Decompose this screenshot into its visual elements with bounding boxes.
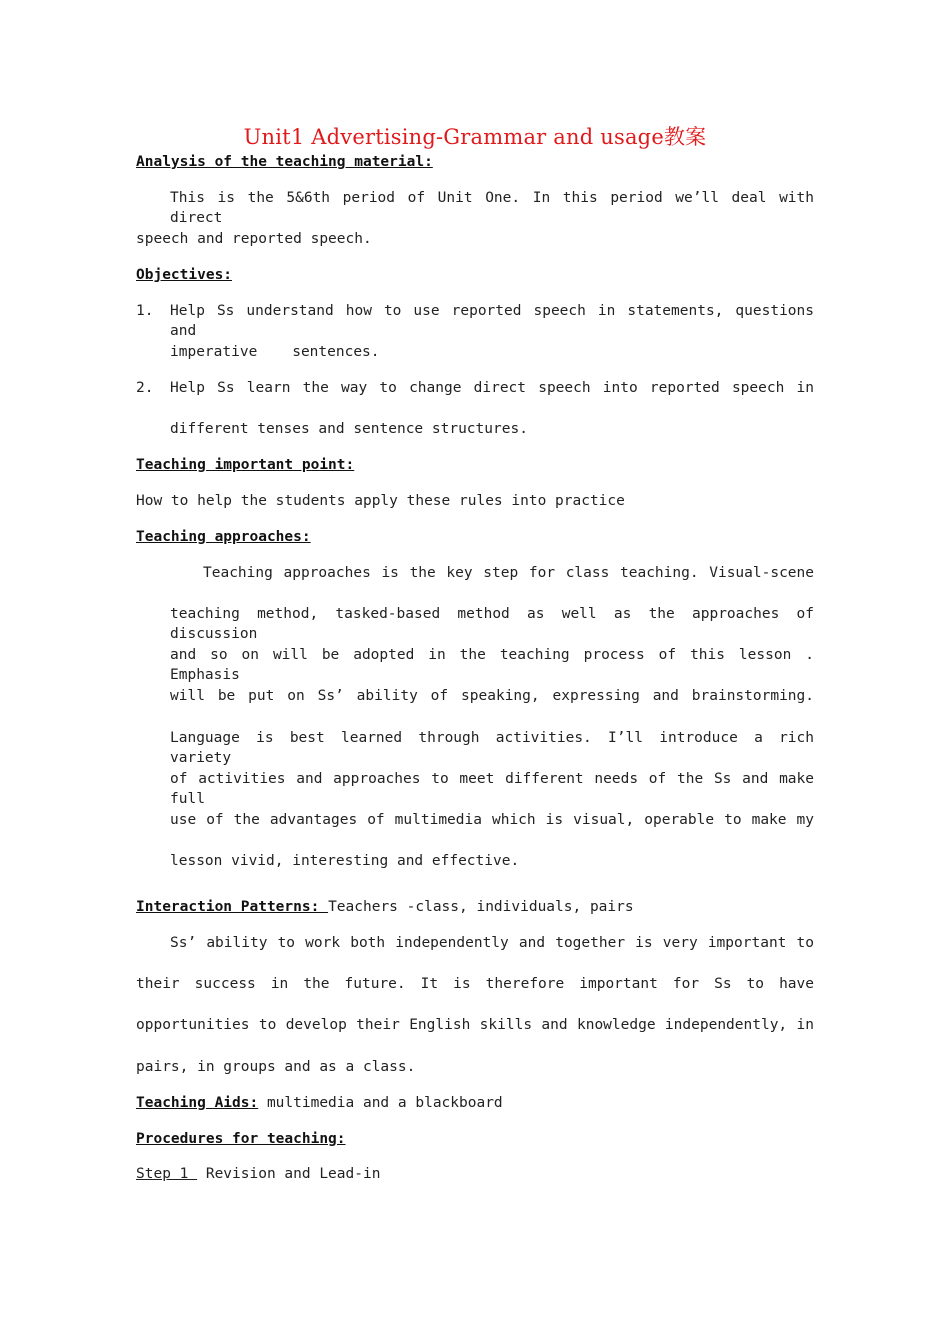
aids-row — [136, 1093, 503, 1113]
objective-1-line-2: imperative sentences. — [170, 344, 380, 360]
approaches-line-2: teaching method, tasked-based method as well as the approaches of discussion — [170, 606, 814, 642]
step-text: Revision and Lead-in — [197, 1166, 381, 1182]
objective-2-number: 2. — [136, 380, 154, 396]
objective-1-number: 1. — [136, 303, 154, 319]
interaction-line-2: their success in the future. It is therefore important for Ss to have — [136, 976, 814, 992]
approaches-line-1: Teaching approaches is the key step for class teaching. Visual-scene — [203, 565, 814, 581]
analysis-line-1: This is the 5&6th period of Unit One. In this period we’ll deal with direct — [170, 190, 814, 226]
approaches-line-8: lesson vivid, interesting and effective. — [170, 853, 520, 869]
analysis-heading: Analysis of the teaching material: — [136, 154, 433, 170]
interaction-line-3: opportunities to develop their English skills and knowledge independently, in — [136, 1017, 814, 1033]
approaches-line-6: of activities and approaches to meet different needs of the Ss and make full — [170, 771, 814, 807]
approaches-line-4: will be put on Ss’ ability of speaking, expressing and brainstorming. — [170, 688, 814, 704]
interaction-heading: Interaction Patterns: — [136, 899, 329, 915]
aids-heading: Teaching Aids: — [136, 1095, 259, 1111]
interaction-line-1: Ss’ ability to work both independently and together is very important to — [170, 935, 814, 951]
objective-2-line-1: Help Ss learn the way to change direct speech into reported speech in — [170, 380, 814, 396]
interaction-line-4: pairs, in groups and as a class. — [136, 1059, 416, 1075]
approaches-line-5: Language is best learned through activities. I’ll introduce a rich variety — [170, 730, 814, 766]
objectives-heading: Objectives: — [136, 267, 233, 283]
step-label: Step 1 — [136, 1166, 198, 1182]
aids-value: multimedia and a blackboard — [258, 1095, 503, 1111]
objective-1-line-1: Help Ss understand how to use reported speech in statements, questions and — [170, 303, 814, 339]
important-point-text: How to help the students apply these rules into practice — [136, 493, 625, 509]
approaches-line-7: use of the advantages of multimedia which is visual, operable to make my — [170, 812, 814, 828]
approaches-line-3: and so on will be adopted in the teaching process of this lesson . Emphasis — [170, 647, 814, 683]
procedures-heading: Procedures for teaching: — [136, 1131, 346, 1147]
document-title: Unit1 Advertising-Grammar and usage教案 — [243, 125, 707, 149]
approaches-heading: Teaching approaches: — [136, 529, 311, 545]
objective-2-line-2: different tenses and sentence structures. — [170, 421, 528, 437]
step-row — [136, 1164, 380, 1184]
interaction-value: Teachers -class, individuals, pairs — [328, 899, 634, 915]
analysis-line-2: speech and reported speech. — [136, 231, 372, 247]
interaction-row — [136, 897, 634, 917]
important-point-heading: Teaching important point: — [136, 457, 355, 473]
